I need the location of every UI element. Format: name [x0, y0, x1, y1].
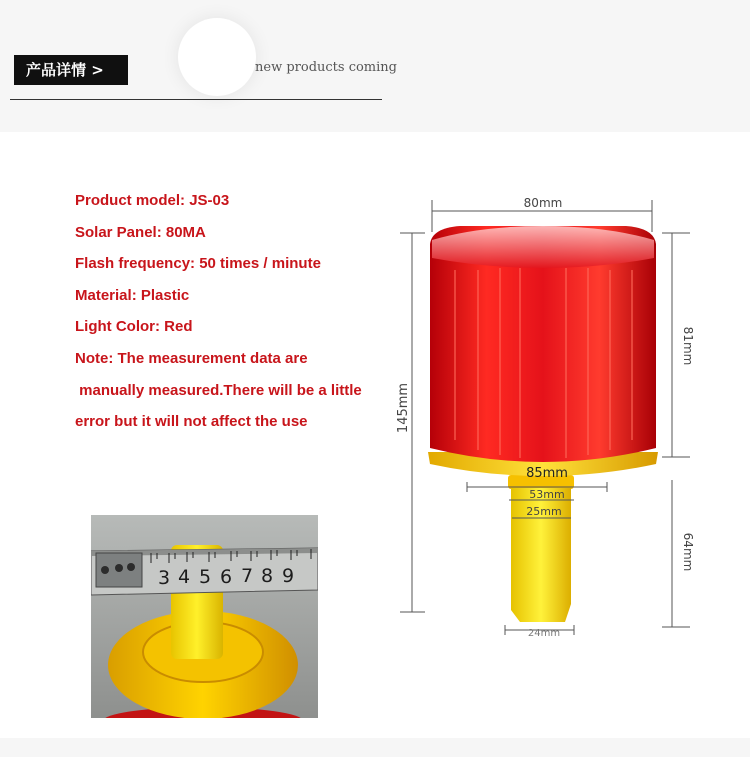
spec-value: Red	[164, 318, 193, 336]
decorative-circle	[178, 18, 256, 96]
spec-value: JS-03	[189, 192, 230, 209]
dim-stem-height: 64mm	[681, 532, 695, 572]
tape-digit: 8	[260, 565, 274, 587]
tagline: new products coming	[255, 60, 397, 75]
spec-solar-panel	[75, 217, 362, 249]
spec-list	[75, 185, 362, 438]
spec-label: Material:	[75, 286, 137, 304]
tape-digit: 9	[281, 565, 295, 587]
spec-light-color	[75, 311, 362, 343]
dim-stem-width: 25mm	[526, 505, 562, 518]
solar-cap	[432, 226, 654, 268]
spec-label: Flash frequency:	[75, 255, 196, 273]
spec-value: Plastic	[140, 286, 190, 304]
tape-digit: 7	[240, 565, 254, 587]
spec-note-line-3: error but it will not affect the use	[75, 413, 308, 431]
tape-digit: 3	[157, 567, 171, 589]
spec-label: Light Color:	[75, 318, 160, 336]
measurement-photo	[91, 515, 318, 718]
spec-material	[75, 280, 362, 312]
spec-flash-frequency	[75, 248, 362, 280]
spec-label: Note:	[75, 349, 114, 367]
dim-head-height: 81mm	[681, 326, 695, 366]
tape-digit: 6	[219, 566, 233, 588]
section-tag: 产品详情 >	[14, 55, 128, 85]
footer-band	[0, 738, 750, 757]
header-divider	[10, 99, 382, 100]
spec-value: The measurement data are	[117, 349, 308, 367]
dim-base-width: 85mm	[526, 466, 568, 481]
spec-model	[75, 185, 362, 217]
spec-value: 50 times / minute	[199, 255, 321, 273]
spec-value: 80MA	[165, 223, 206, 241]
spec-label: Solar Panel:	[75, 223, 162, 241]
tape-digit: 5	[198, 566, 212, 588]
dim-collar-width: 53mm	[529, 488, 565, 501]
dim-top-width: 80mm	[523, 196, 563, 210]
tape-digit: 4	[177, 566, 191, 588]
spec-label: Product model:	[75, 192, 186, 209]
dimension-diagram	[396, 186, 706, 636]
spec-note-line-2: manually measured.There will be a little	[75, 381, 362, 399]
dim-bottom-width: 24mm	[527, 628, 561, 636]
spec-note	[75, 343, 362, 375]
dim-total-height: 145mm	[396, 382, 411, 434]
